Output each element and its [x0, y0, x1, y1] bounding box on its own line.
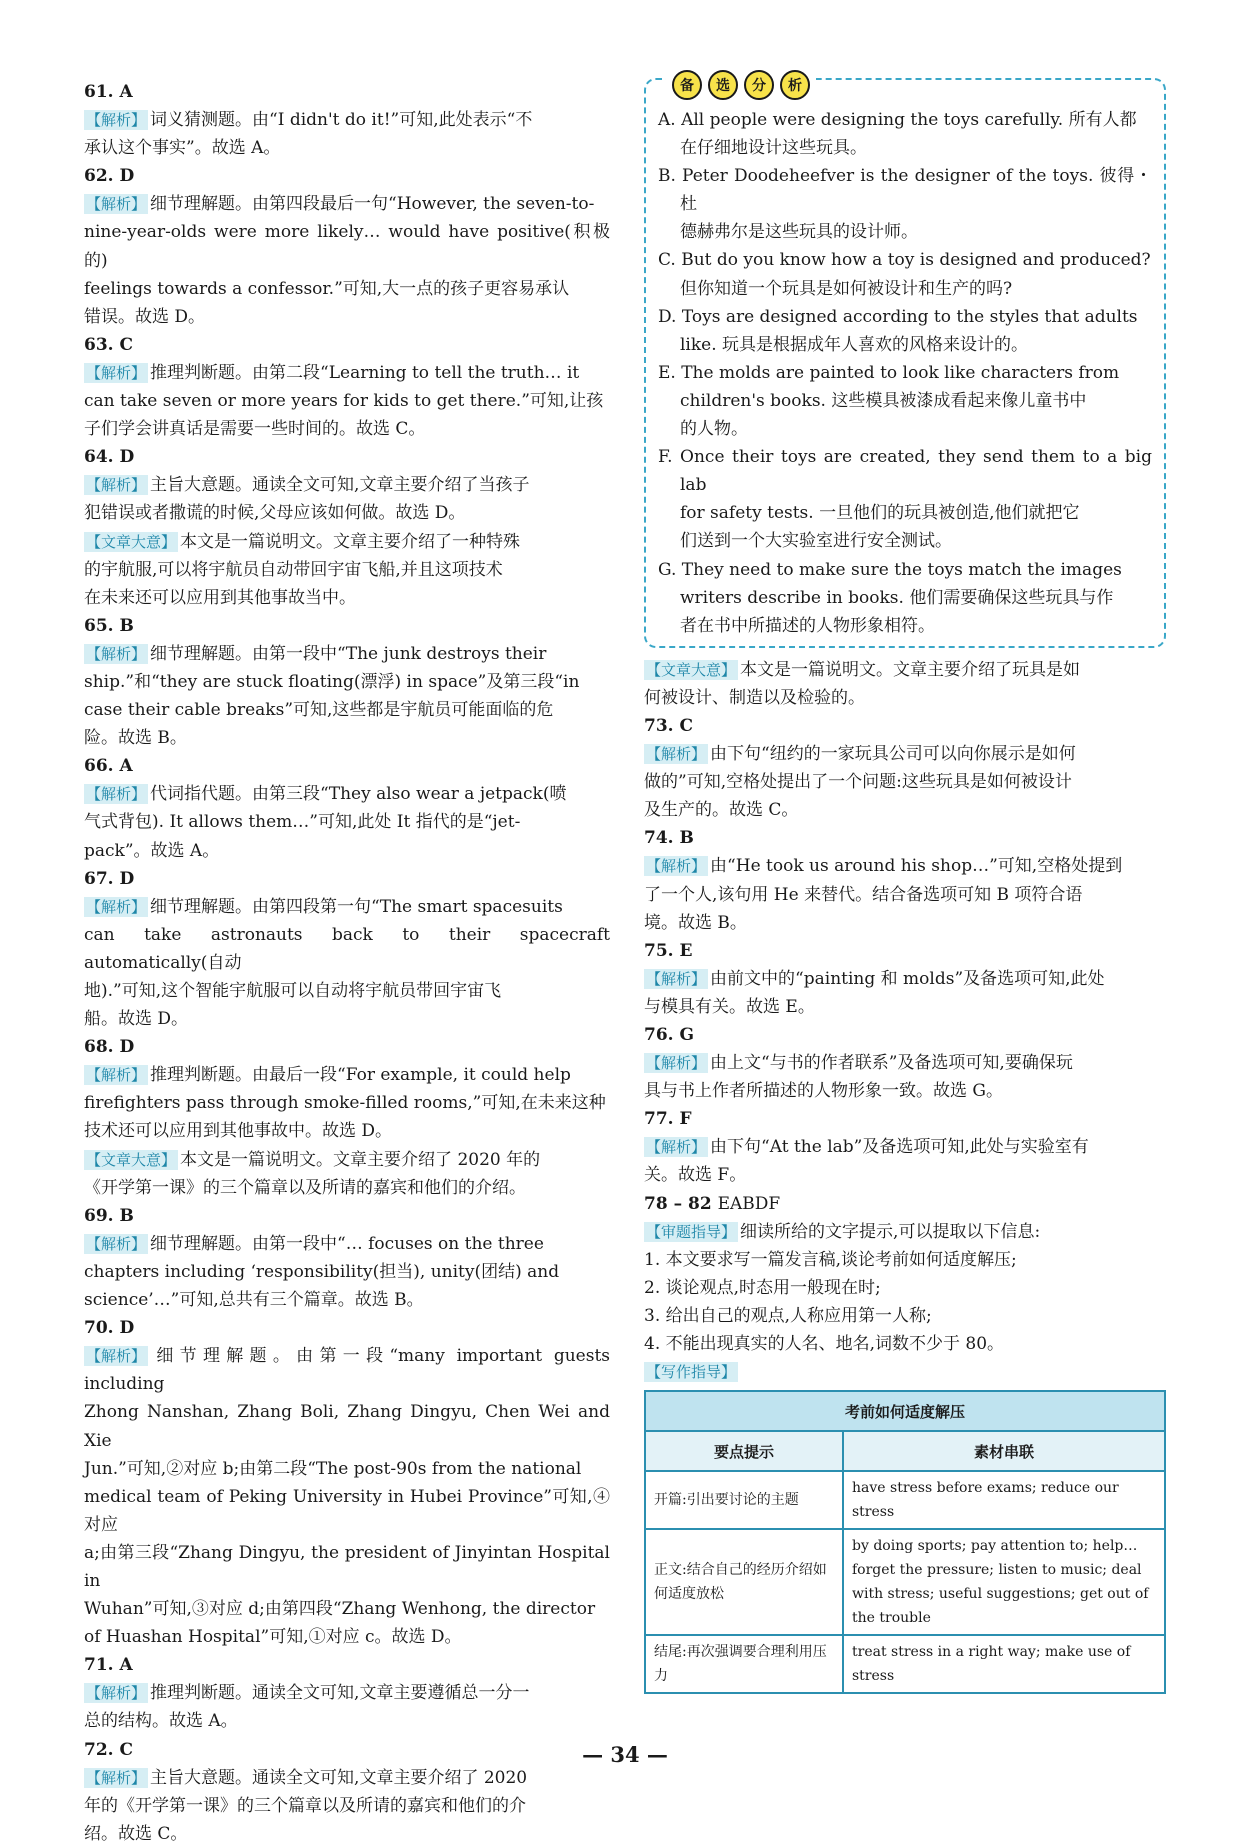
explanation-text: 在未来还可以应用到其他事故当中。 [84, 587, 356, 608]
explanation-text: 险。故选 B。 [84, 728, 187, 749]
explanation-text: 细读所给的文字提示,可以提取以下信息: [740, 1221, 1041, 1242]
explanation-text: 细节理解题。由第一段中“… focuses on the three [150, 1233, 544, 1254]
option-line: D. Toys are designed according to the styles that adults [658, 306, 1138, 327]
explanation-text: 推理判断题。由最后一段“For example, it could help [150, 1065, 571, 1086]
explanation-text: ship.”和“they are stuck floating(漂浮) in space”及第三段“in [84, 671, 580, 692]
answer-number: 71. A [84, 1655, 133, 1676]
explanation-line [644, 796, 1166, 824]
explanation-line [84, 837, 610, 865]
explanation-line [84, 499, 610, 527]
explanation-text: 何被设计、制造以及检验的。 [644, 687, 865, 708]
explanation-text: pack”。故选 A。 [84, 840, 220, 861]
explanation-text: can take astronauts back to their spacecraft automatically(自动 [84, 924, 610, 973]
section-tag: 【 解析 】 [84, 194, 148, 214]
table-row [645, 1635, 1165, 1693]
explanation-text: 错误。故选 D。 [84, 306, 206, 327]
explanation-line [84, 1005, 610, 1033]
table-header: 要点提示 [645, 1431, 843, 1471]
explanation-line [84, 415, 610, 443]
explanation-line [644, 993, 1166, 1021]
option-line: 在仔细地设计这些玩具。 [680, 138, 867, 159]
question-block [84, 331, 610, 443]
explanation-text: Wuhan”可知,③对应 d;由第四段“Zhang Wenhong, the director [84, 1599, 596, 1620]
answer-number: 77. F [644, 1109, 692, 1130]
section-tag: 【 解析 】 [84, 1234, 148, 1254]
explanation-text: Zhong Nanshan, Zhang Boli, Zhang Dingyu, Chen Wei and Xie [84, 1402, 610, 1451]
explanation-text: 气式背包). It allows them…”可知,此处 It 指代的是“jet- [84, 812, 521, 833]
section-tag: 【 解析 】 [84, 784, 148, 804]
answer-number: 72. C [84, 1739, 134, 1760]
explanation-text: 总的结构。故选 A。 [84, 1711, 238, 1732]
option-line: 德赫弗尔是这些玩具的设计师。 [680, 222, 918, 243]
explanation-line [644, 768, 1166, 796]
table-cell-value: treat stress in a right way; make use of stress [843, 1635, 1165, 1693]
explanation-line [644, 684, 1166, 712]
section-tag: 【 解析 】 [84, 1346, 148, 1366]
table-header-row [645, 1431, 1165, 1471]
explanation-text: 推理判断题。由第二段“Learning to tell the truth… it [150, 362, 580, 383]
question-block [84, 528, 610, 612]
explanation-line [644, 740, 1166, 768]
explanation-line [84, 696, 610, 724]
section-tag: 【 解析 】 [84, 363, 148, 383]
explanation-line [84, 668, 610, 696]
explanation-line [84, 134, 610, 162]
explanation-text: nine-year-olds were more likely… would have positive(积极的) [84, 222, 610, 271]
question-block [84, 162, 610, 331]
table-cell-value: have stress before exams; reduce our stress [843, 1471, 1165, 1529]
question-block [84, 612, 610, 752]
explanation-text: firefighters pass through smoke-filled rooms,”可知,在未来这种 [84, 1093, 606, 1114]
explanation-text: Jun.”可知,②对应 b;由第二段“The post-90s from the national [84, 1458, 582, 1479]
question-block [644, 1021, 1166, 1105]
explanation-line [84, 724, 610, 752]
explanation-line [84, 1061, 610, 1089]
question-block [644, 712, 1166, 824]
option-line: 但你知道一个玩具是如何被设计和生产的吗? [680, 278, 1013, 299]
section-tag: 【 解析 】 [84, 110, 148, 130]
explanation-line [84, 1117, 610, 1145]
explanation-text: 词义猜测题。由“I didn't do it!”可知,此处表示“不 [150, 110, 533, 131]
explanation-line [644, 1330, 1166, 1358]
explanation-line [84, 977, 610, 1005]
explanation-line [644, 965, 1166, 993]
table-cell-value: by doing sports; pay attention to; help… forget the pressure; listen to music; deal with stress; useful suggestions; get out of the trouble [843, 1529, 1165, 1635]
explanation-line [644, 1246, 1166, 1274]
explanation-line [644, 1049, 1166, 1077]
explanation-line [84, 275, 610, 303]
explanation-line [84, 1792, 610, 1820]
explanation-line [84, 1820, 610, 1848]
explanation-text: 及生产的。故选 C。 [644, 800, 799, 821]
explanation-text: 由上文“与书的作者联系”及备选项可知,要确保玩 [710, 1053, 1073, 1074]
explanation-text: can take seven or more years for kids to get there.”可知,让孩 [84, 391, 604, 412]
section-tag: 【 解析 】 [84, 1683, 148, 1703]
explanation-text: case their cable breaks”可知,这些都是宇航员可能面临的危 [84, 700, 554, 721]
explanation-text: 境。故选 B。 [644, 912, 747, 933]
section-tag: 【 文章大意 】 [644, 660, 738, 680]
answer-number: 61. A [84, 82, 133, 102]
explanation-line [644, 1077, 1166, 1105]
explanation-text: 由下句“纽约的一家玩具公司可以向你展示是如何 [710, 744, 1076, 765]
table-cell-key: 正文:结合自己的经历介绍如何适度放松 [645, 1529, 843, 1635]
option-line: for safety tests. 一旦他们的玩具被创造,他们就把它 [680, 503, 1080, 524]
page-number: — 34 — [582, 1742, 668, 1767]
section-tag: 【 解析 】 [644, 1053, 708, 1073]
writing-guide-heading [644, 1358, 1166, 1386]
explanation-line [84, 303, 610, 331]
answer-number: 68. D [84, 1037, 135, 1058]
explanation-line [84, 1089, 610, 1117]
section-tag: 【 解析 】 [644, 744, 708, 764]
options-box [644, 78, 1166, 648]
explanation-text: 与模具有关。故选 E。 [644, 996, 815, 1017]
explanation-line [84, 808, 610, 836]
answer-number: 63. C [84, 334, 134, 355]
explanation-text: 1. 本文要求写一篇发言稿,谈论考前如何适度解压; [644, 1249, 1017, 1270]
table-row [645, 1529, 1165, 1635]
explanation-line [84, 584, 610, 612]
explanation-text: 子们学会讲真话是需要一些时间的。故选 C。 [84, 419, 426, 440]
explanation-line [84, 1539, 610, 1595]
explanation-line [644, 881, 1166, 909]
answer-number [644, 1190, 1166, 1218]
right-column [644, 78, 1166, 1694]
question-block [84, 1651, 610, 1735]
explanation-text: 了一个人,该句用 He 来替代。结合备选项可知 B 项符合语 [644, 884, 1083, 905]
section-tag: 【 解析 】 [84, 644, 148, 664]
answer-number: 69. B [84, 1205, 134, 1226]
explanation-text: 4. 不能出现真实的人名、地名,词数不少于 80。 [644, 1334, 1005, 1355]
option-line: F. Once their toys are created, they send them to a big lab [658, 447, 1152, 496]
explanation-text: of Huashan Hospital”可知,①对应 c。故选 D。 [84, 1627, 462, 1648]
question-block [84, 1146, 610, 1202]
table-title-row [645, 1391, 1165, 1431]
explanation-line [84, 1286, 610, 1314]
answer-number: 73. C [644, 715, 694, 736]
explanation-line [84, 1764, 610, 1792]
question-block [84, 1314, 610, 1651]
explanation-text: 细节理解题。由第四段最后一句“However, the seven-to- [150, 194, 595, 215]
explanation-line [644, 1133, 1166, 1161]
explanation-text: 本文是一篇说明文。文章主要介绍了一种特殊 [180, 531, 521, 552]
section-tag: 【 文章大意 】 [84, 1150, 178, 1170]
explanation-line [84, 106, 610, 134]
answer-number: 67. D [84, 868, 135, 889]
explanation-text: 细节理解题。由第一段“many important guests including [84, 1346, 610, 1395]
explanation-line [84, 921, 610, 977]
option-line: G. They need to make sure the toys match the images [658, 559, 1122, 580]
option-line: children's books. 这些模具被漆成看起来像儿童书中 [680, 390, 1087, 411]
question-block [644, 824, 1166, 936]
question-block [644, 656, 1166, 712]
option-line: 的人物。 [680, 419, 748, 440]
section-tag: 【 审题指导 】 [644, 1222, 738, 1242]
explanation-text: 主旨大意题。通读全文可知,文章主要介绍了 2020 [150, 1767, 528, 1788]
explanation-line [84, 387, 610, 415]
explanation-line [644, 1274, 1166, 1302]
explanation-line [84, 190, 610, 218]
table-cell-key: 开篇:引出要讨论的主题 [645, 1471, 843, 1529]
explanation-text: 本文是一篇说明文。文章主要介绍了 2020 年的 [180, 1149, 541, 1170]
explanation-line [84, 780, 610, 808]
option-line: C. But do you know how a toy is designed and produced? [658, 250, 1151, 271]
question-block [644, 1105, 1166, 1189]
answer-number: 66. A [84, 756, 133, 777]
answer-number: 75. E [644, 940, 693, 961]
explanation-line [84, 1258, 610, 1286]
answer-number: 70. D [84, 1318, 135, 1339]
explanation-text: 绍。故选 C。 [84, 1823, 188, 1844]
question-block [644, 1218, 1166, 1358]
explanation-line [84, 1174, 610, 1202]
explanation-line [84, 218, 610, 274]
explanation-text: 《开学第一课》的三个篇章以及所请的嘉宾和他们的介绍。 [84, 1177, 526, 1198]
explanation-text: feelings towards a confessor.”可知,大一点的孩子更容易承认 [84, 278, 570, 299]
section-tag: 【 解析 】 [84, 897, 148, 917]
answer-range: 78 – 82 [644, 1193, 712, 1214]
answer-number: 62. D [84, 166, 135, 187]
section-tag: 【 写作指导 】 [644, 1362, 738, 1382]
question-block [84, 1033, 610, 1145]
question-block [84, 752, 610, 864]
explanation-text: science’…”可知,总共有三个篇章。故选 B。 [84, 1290, 424, 1311]
explanation-line [84, 1455, 610, 1483]
table-cell-key: 结尾:再次强调要合理利用压力 [645, 1635, 843, 1693]
explanation-line [84, 1595, 610, 1623]
option-line: like. 玩具是根据成年人喜欢的风格来设计的。 [680, 334, 1029, 355]
heading-char: 分 [744, 70, 774, 100]
section-tag: 【 解析 】 [84, 1065, 148, 1085]
explanation-line [84, 1342, 610, 1398]
explanation-text: medical team of Peking University in Hubei Province”可知,④对应 [84, 1486, 610, 1535]
explanation-line [84, 1483, 610, 1539]
explanation-line [84, 359, 610, 387]
explanation-text: 本文是一篇说明文。文章主要介绍了玩具是如 [740, 659, 1081, 680]
answer-number: 74. B [644, 828, 694, 849]
option-line: 们送到一个大实验室进行安全测试。 [680, 531, 952, 552]
explanation-text: 推理判断题。通读全文可知,文章主要遵循总一分一 [150, 1683, 530, 1704]
table-row [645, 1471, 1165, 1529]
question-block [84, 443, 610, 527]
heading-char: 选 [708, 70, 738, 100]
explanation-line [84, 471, 610, 499]
explanation-line [644, 1218, 1166, 1246]
explanation-line [84, 1623, 610, 1651]
section-tag: 【 解析 】 [644, 969, 708, 989]
section-tag: 【 文章大意 】 [84, 532, 178, 552]
answer-value: EABDF [717, 1193, 781, 1214]
explanation-text: 技术还可以应用到其他事故中。故选 D。 [84, 1121, 393, 1142]
explanation-text: 犯错误或者撒谎的时候,父母应该如何做。故选 D。 [84, 503, 466, 524]
explanation-text: 具与书上作者所描述的人物形象一致。故选 G。 [644, 1081, 1003, 1102]
heading-char: 析 [780, 70, 810, 100]
explanation-line [644, 1302, 1166, 1330]
question-block [644, 937, 1166, 1021]
explanation-text: 代词指代题。由第三段“They also wear a jetpack(喷 [150, 784, 567, 805]
option-line: writers describe in books. 他们需要确保这些玩具与作 [680, 587, 1114, 608]
explanation-line [84, 893, 610, 921]
explanation-text: 细节理解题。由第四段第一句“The smart spacesuits [150, 896, 563, 917]
section-tag: 【 解析 】 [644, 856, 708, 876]
option-line: E. The molds are painted to look like characters from [658, 362, 1120, 383]
table-title: 考前如何适度解压 [645, 1391, 1165, 1431]
section-tag: 【 解析 】 [644, 1137, 708, 1157]
section-tag: 【 解析 】 [84, 1768, 148, 1788]
explanation-text: 3. 给出自己的观点,人称应用第一人称; [644, 1305, 932, 1326]
explanation-text: 主旨大意题。通读全文可知,文章主要介绍了当孩子 [150, 475, 530, 496]
explanation-text: 做的”可知,空格处提出了一个问题:这些玩具是如何被设计 [644, 772, 1072, 793]
answer-number: 65. B [84, 615, 134, 636]
explanation-text: 由“He took us around his shop…”可知,空格处提到 [710, 856, 1123, 877]
explanation-text: 船。故选 D。 [84, 1009, 189, 1030]
explanation-line [84, 1707, 610, 1735]
explanation-line [84, 1146, 610, 1174]
explanation-line [644, 909, 1166, 937]
explanation-line [84, 1230, 610, 1258]
heading-char: 备 [672, 70, 702, 100]
table-header: 素材串联 [843, 1431, 1165, 1471]
explanation-text: a;由第三段“Zhang Dingyu, the president of Jinyintan Hospital in [84, 1542, 610, 1591]
question-block [84, 1202, 610, 1314]
explanation-text: 承认这个事实”。故选 A。 [84, 138, 281, 159]
answer-number: 76. G [644, 1025, 695, 1045]
option-line: 者在书中所描述的人物形象相符。 [680, 615, 935, 636]
question-block [84, 865, 610, 1034]
writing-table [644, 1390, 1166, 1694]
explanation-line [84, 640, 610, 668]
explanation-line [644, 656, 1166, 684]
explanation-text: 地).”可知,这个智能宇航服可以自动将宇航员带回宇宙飞 [84, 981, 502, 1001]
left-column [84, 78, 610, 1848]
options-box-heading [666, 70, 816, 100]
explanation-line [84, 1398, 610, 1454]
explanation-text: 关。故选 F。 [644, 1165, 747, 1186]
explanation-line [84, 1679, 610, 1707]
explanation-line [84, 556, 610, 584]
explanation-text: 年的《开学第一课》的三个篇章以及所请的嘉宾和他们的介 [84, 1795, 526, 1816]
explanation-text: 由前文中的“painting 和 molds”及备选项可知,此处 [710, 968, 1105, 989]
explanation-text: 细节理解题。由第一段中“The junk destroys their [150, 643, 547, 664]
question-block [84, 78, 610, 162]
option-line: A. All people were designing the toys carefully. 所有人都 [658, 110, 1137, 130]
option-line: B. Peter Doodeheefver is the designer of the toys. 彼得・杜 [658, 166, 1152, 215]
explanation-text: 的宇航服,可以将宇航员自动带回宇宙飞船,并且这项技术 [84, 559, 503, 580]
section-tag: 【 解析 】 [84, 475, 148, 495]
explanation-line [644, 852, 1166, 880]
answer-number: 64. D [84, 447, 135, 468]
explanation-text: chapters including ‘responsibility(担当), unity(团结) and [84, 1261, 560, 1282]
explanation-line [644, 1161, 1166, 1189]
explanation-text: 由下句“At the lab”及备选项可知,此处与实验室有 [710, 1137, 1089, 1158]
explanation-text: 2. 谈论观点,时态用一般现在时; [644, 1277, 881, 1298]
explanation-line [84, 528, 610, 556]
